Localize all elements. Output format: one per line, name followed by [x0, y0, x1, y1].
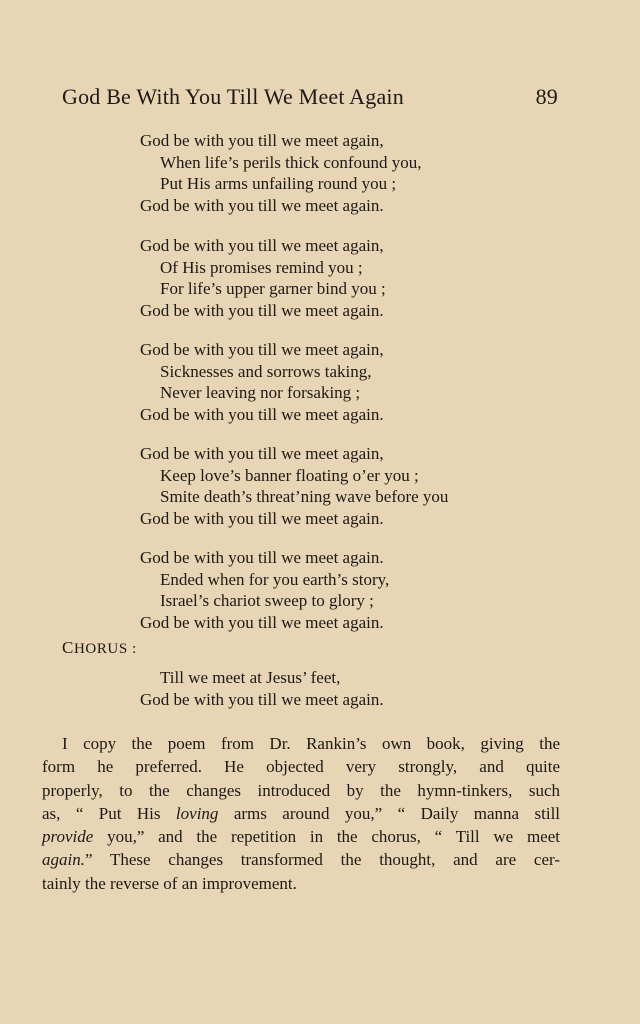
- verse-line: Put His arms unfailing round you ;: [160, 174, 397, 194]
- chorus-label-initial: C: [62, 638, 74, 657]
- prose-line: properly, to the changes introduced by the hymn-tinkers, such: [42, 780, 560, 800]
- verse-line: God be with you till we meet again.: [140, 300, 384, 320]
- verse-line: God be with you till we meet again.: [140, 508, 384, 528]
- verse-line: Ended when for you earth’s story,: [160, 569, 390, 589]
- prose-line: [42, 825, 560, 848]
- chorus-line: Till we meet at Jesus’ feet,: [160, 668, 341, 687]
- verse-line: Of His promises remind you ;: [160, 257, 363, 277]
- italic-word: provide: [42, 827, 94, 847]
- chorus-stanza: [140, 667, 580, 710]
- verse-line: God be with you till we meet again,: [140, 236, 384, 255]
- prose-segment: ” These changes transformed the thought, and are cer-: [84, 850, 560, 870]
- verse-line: God be with you till we meet again.: [140, 404, 384, 424]
- chorus-label: [62, 638, 137, 658]
- verse-line: God be with you till we meet again.: [140, 195, 384, 215]
- italic-word: loving: [175, 803, 219, 823]
- stanza-1: [140, 130, 580, 216]
- verse-line: Keep love’s banner floating o’er you ;: [160, 465, 419, 485]
- prose-segment: arms around you,” “ Daily manna still: [218, 803, 561, 823]
- verse-line: God be with you till we meet again,: [140, 444, 384, 463]
- verse-line: God be with you till we meet again.: [140, 548, 384, 567]
- prose-line: [42, 848, 560, 871]
- prose-line: I copy the poem from Dr. Rankin’s own book, giving the: [62, 734, 560, 753]
- page-title: God Be With You Till We Meet Again: [62, 84, 404, 109]
- italic-word: again.: [42, 850, 85, 870]
- verse-line: God be with you till we meet again.: [140, 612, 384, 632]
- verse-line: Israel’s chariot sweep to glory ;: [160, 591, 374, 611]
- stanza-4: [140, 443, 580, 529]
- verse-line: When life’s perils thick confound you,: [160, 152, 422, 172]
- verse-line: Sicknesses and sorrows taking,: [160, 361, 372, 381]
- stanza-3: [140, 339, 580, 425]
- verse-line: God be with you till we meet again,: [140, 340, 384, 359]
- verse-line: For life’s upper garner bind you ;: [160, 279, 386, 299]
- page-number: 89: [535, 84, 558, 109]
- stanza-5: [140, 547, 580, 633]
- prose-line: form he preferred. He objected very strongly, and quite: [42, 757, 560, 777]
- stanza-2: [140, 235, 580, 321]
- prose-segment: as, “ Put His: [42, 803, 176, 823]
- prose-segment: you,” and the repetition in the chorus, “ Till we meet: [93, 827, 560, 847]
- chorus-line: God be with you till we meet again.: [140, 689, 384, 709]
- chorus-label-rest: HORUS :: [73, 641, 137, 657]
- verse-line: Never leaving nor forsaking ;: [160, 383, 361, 403]
- verse-line: Smite death’s threat’ning wave before you: [160, 487, 449, 507]
- commentary-paragraph: [42, 732, 560, 895]
- prose-line: tainly the reverse of an improvement.: [42, 873, 297, 893]
- prose-line: [42, 802, 560, 825]
- verse-line: God be with you till we meet again,: [140, 131, 384, 150]
- running-header: [62, 84, 558, 118]
